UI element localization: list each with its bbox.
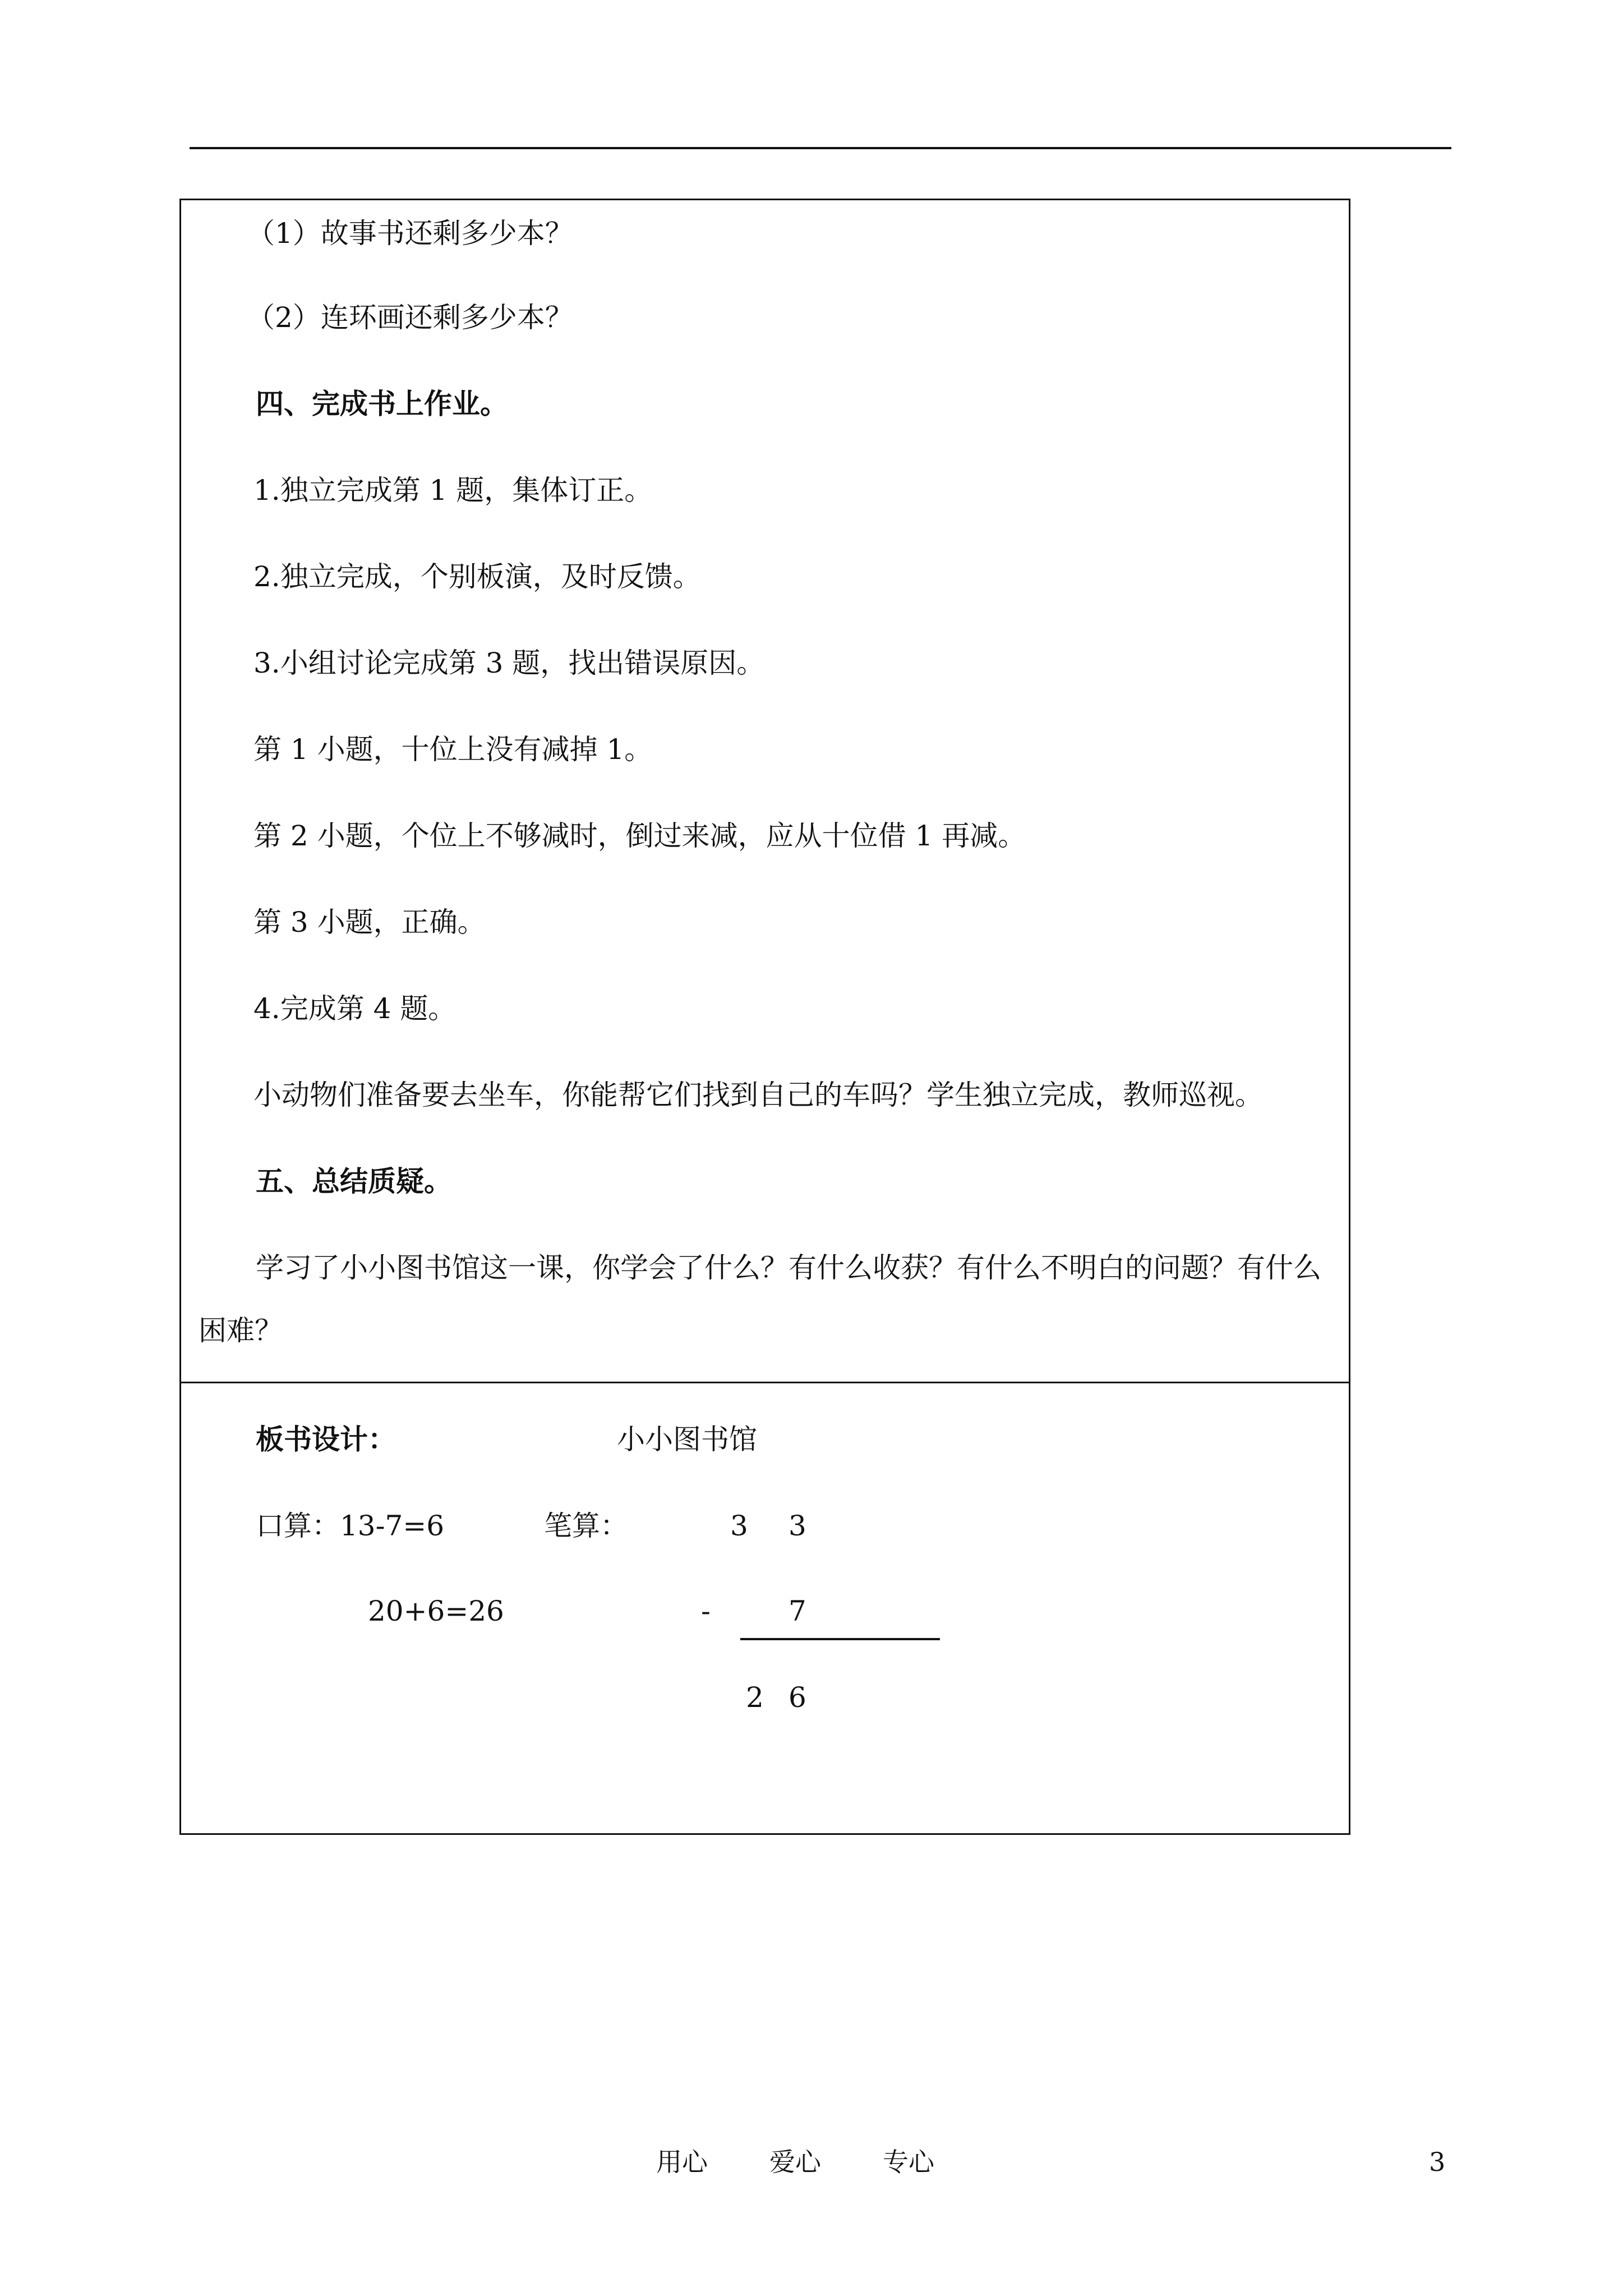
board-title: 小小图书馆 xyxy=(617,1423,757,1456)
footer-word-2: 爱心 xyxy=(769,2147,821,2177)
footer-word-3: 专心 xyxy=(883,2147,934,2177)
top-ones-digit: 3 xyxy=(789,1510,806,1542)
page-number: 3 xyxy=(1429,2147,1446,2177)
summary-line-1: 学习了小小图书馆这一课，你学会了什么？有什么收获？有什么不明白的问题？有什么 xyxy=(256,1251,1321,1284)
task-item-3: 3.小组讨论完成第 3 题，找出错误原因。 xyxy=(253,647,765,679)
sub-question-2: 第 2 小题，个位上不够减时，倒过来减，应从十位借 1 再减。 xyxy=(253,820,1026,852)
written-calc-label: 笔算： xyxy=(544,1510,628,1542)
task-item-4: 4.完成第 4 题。 xyxy=(253,992,457,1025)
task-item-1: 1.独立完成第 1 题，集体订正。 xyxy=(253,474,653,507)
sub-question-3: 第 3 小题，正确。 xyxy=(253,906,486,938)
heading-4: 四、完成书上作业。 xyxy=(256,387,508,420)
lesson-steps-cell xyxy=(179,199,1350,1383)
result-ones-digit: 6 xyxy=(789,1681,806,1714)
task-item-2: 2.独立完成，个别板演，及时反馈。 xyxy=(253,560,701,593)
question-1: （1）故事书还剩多少本？ xyxy=(247,217,573,250)
task-item-4-text: 小动物们准备要去坐车，你能帮它们找到自己的车吗？学生独立完成，教师巡视。 xyxy=(253,1079,1263,1111)
heading-5: 五、总结质疑。 xyxy=(256,1165,452,1198)
top-tens-digit: 3 xyxy=(730,1510,748,1542)
question-2: （2）连环画还剩多少本？ xyxy=(247,301,573,334)
result-tens-digit: 2 xyxy=(746,1681,764,1714)
oral-calc-line-2: 20+6=26 xyxy=(368,1595,504,1627)
sub-question-1: 第 1 小题，十位上没有减掉 1。 xyxy=(253,733,653,766)
subtrahend-digit: 7 xyxy=(789,1595,806,1627)
minus-sign: - xyxy=(701,1595,711,1627)
summary-line-2: 困难？ xyxy=(199,1314,283,1347)
calc-underline xyxy=(740,1638,940,1640)
oral-calc: 口算：13-7=6 xyxy=(256,1510,445,1542)
footer-word-1: 用心 xyxy=(656,2147,708,2177)
board-design-label: 板书设计： xyxy=(256,1423,396,1456)
header-rule xyxy=(190,147,1451,149)
